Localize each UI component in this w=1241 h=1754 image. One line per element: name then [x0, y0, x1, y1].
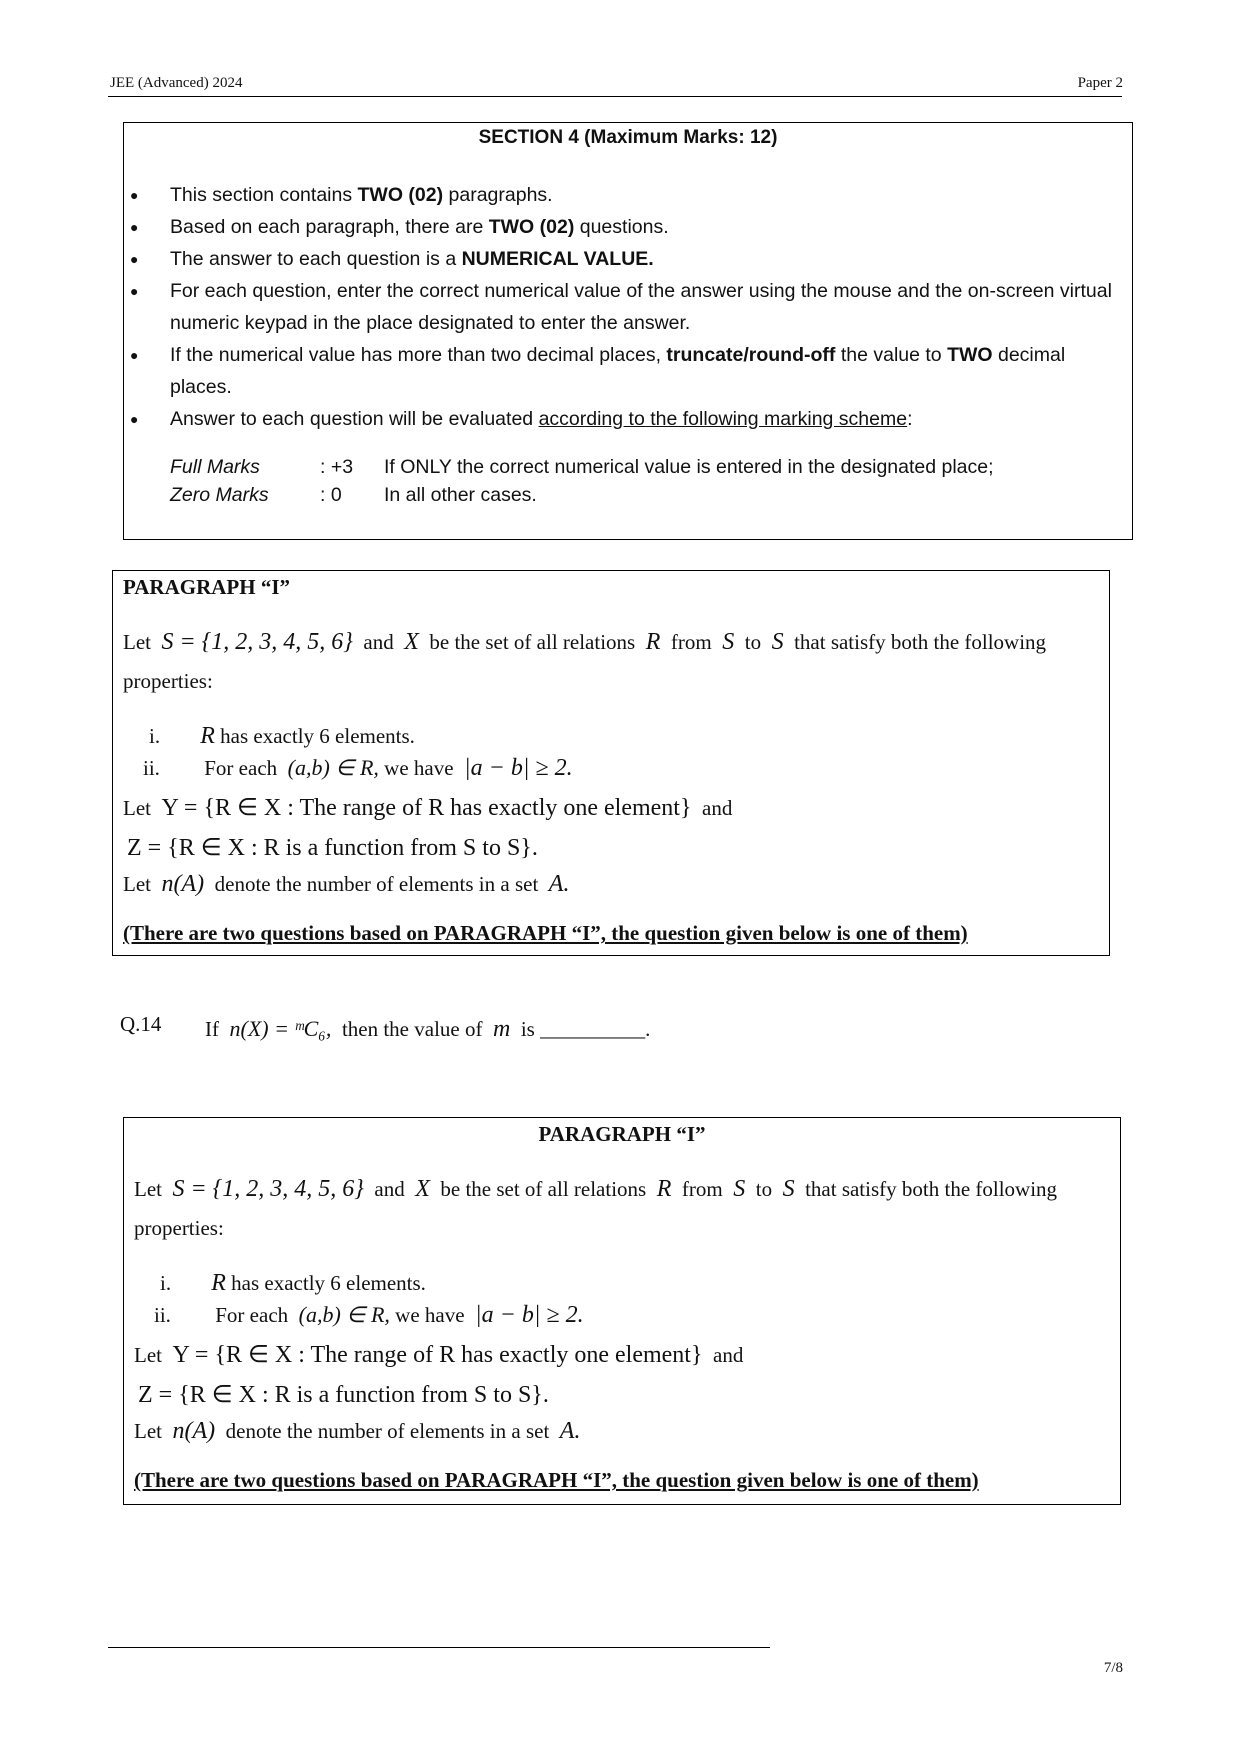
section-instructions-box — [123, 122, 1133, 540]
exam-title: JEE (Advanced) 2024 — [110, 75, 243, 91]
instruction-item: ● If the numerical value has more than two decimal places, truncate/round-off the value to TWO decimal places. — [124, 339, 1124, 403]
property-ii: ii. For each (a,b) ∈ R, we have |a − b| ≥ 2. — [154, 1302, 584, 1328]
set-y-definition: Let Y = {R ∈ X : The range of R has exactly one element} and — [134, 1342, 744, 1368]
paper-number: Paper 2 — [1077, 75, 1123, 91]
instruction-item: ● This section contains TWO (02) paragraphs. — [124, 179, 1124, 211]
property-ii: ii. For each (a,b) ∈ R, we have |a − b| ≥ 2. — [143, 755, 573, 781]
paragraph-title: PARAGRAPH “I” — [123, 575, 291, 599]
paragraph-intro-cont: properties: — [123, 669, 213, 693]
instruction-item: ● Answer to each question will be evaluated according to the following marking scheme: — [124, 403, 1124, 435]
page-number: 7/8 — [1103, 1660, 1123, 1676]
instruction-item: ● For each question, enter the correct numerical value of the answer using the mouse and the on-screen virtual numeric keypad in the place designated to enter the answer. — [124, 275, 1124, 339]
instruction-list — [124, 179, 1124, 435]
question-number: Q.14 — [120, 1012, 162, 1036]
property-i: i. R has exactly 6 elements. — [160, 1270, 426, 1296]
paragraph-intro: Let S = {1, 2, 3, 4, 5, 6} and X be the set of all relations R from S to S that satisfy both the following — [123, 629, 1047, 655]
paragraph-intro-cont: properties: — [134, 1216, 224, 1240]
notation-definition: Let n(A) denote the number of elements in a set A. — [134, 1418, 581, 1444]
instruction-item: ● The answer to each question is a NUMERICAL VALUE. — [124, 243, 1124, 275]
marking-scheme — [170, 453, 994, 509]
question-text: If n(X) = ᵐC₆, then the value of m is __________. — [205, 1016, 651, 1042]
section-title: SECTION 4 (Maximum Marks: 12) — [478, 127, 778, 148]
marking-row-full: Full Marks : +3 If ONLY the correct numerical value is entered in the designated place; — [170, 456, 994, 478]
paragraph-intro: Let S = {1, 2, 3, 4, 5, 6} and X be the set of all relations R from S to S that satisfy both the following — [134, 1176, 1058, 1202]
paragraph-note: (There are two questions based on PARAGRAPH “I”, the question given below is one of them) — [123, 921, 968, 945]
paragraph-note: (There are two questions based on PARAGRAPH “I”, the question given below is one of them) — [134, 1468, 979, 1492]
footer-rule — [108, 1647, 770, 1648]
marking-row-zero: Zero Marks : 0 In all other cases. — [170, 484, 537, 506]
property-i: i. R has exactly 6 elements. — [149, 723, 415, 749]
header-rule — [108, 96, 1122, 97]
set-y-definition: Let Y = {R ∈ X : The range of R has exactly one element} and — [123, 795, 733, 821]
paragraph-title: PARAGRAPH “I” — [538, 1122, 706, 1146]
notation-definition: Let n(A) denote the number of elements in a set A. — [123, 871, 570, 897]
set-z-definition: Z = {R ∈ X : R is a function from S to S}. — [138, 1382, 549, 1408]
set-z-definition: Z = {R ∈ X : R is a function from S to S}. — [127, 835, 538, 861]
instruction-item: ● Based on each paragraph, there are TWO (02) questions. — [124, 211, 1124, 243]
paragraph-box — [112, 570, 1110, 956]
paragraph-box-repeat — [123, 1117, 1121, 1505]
